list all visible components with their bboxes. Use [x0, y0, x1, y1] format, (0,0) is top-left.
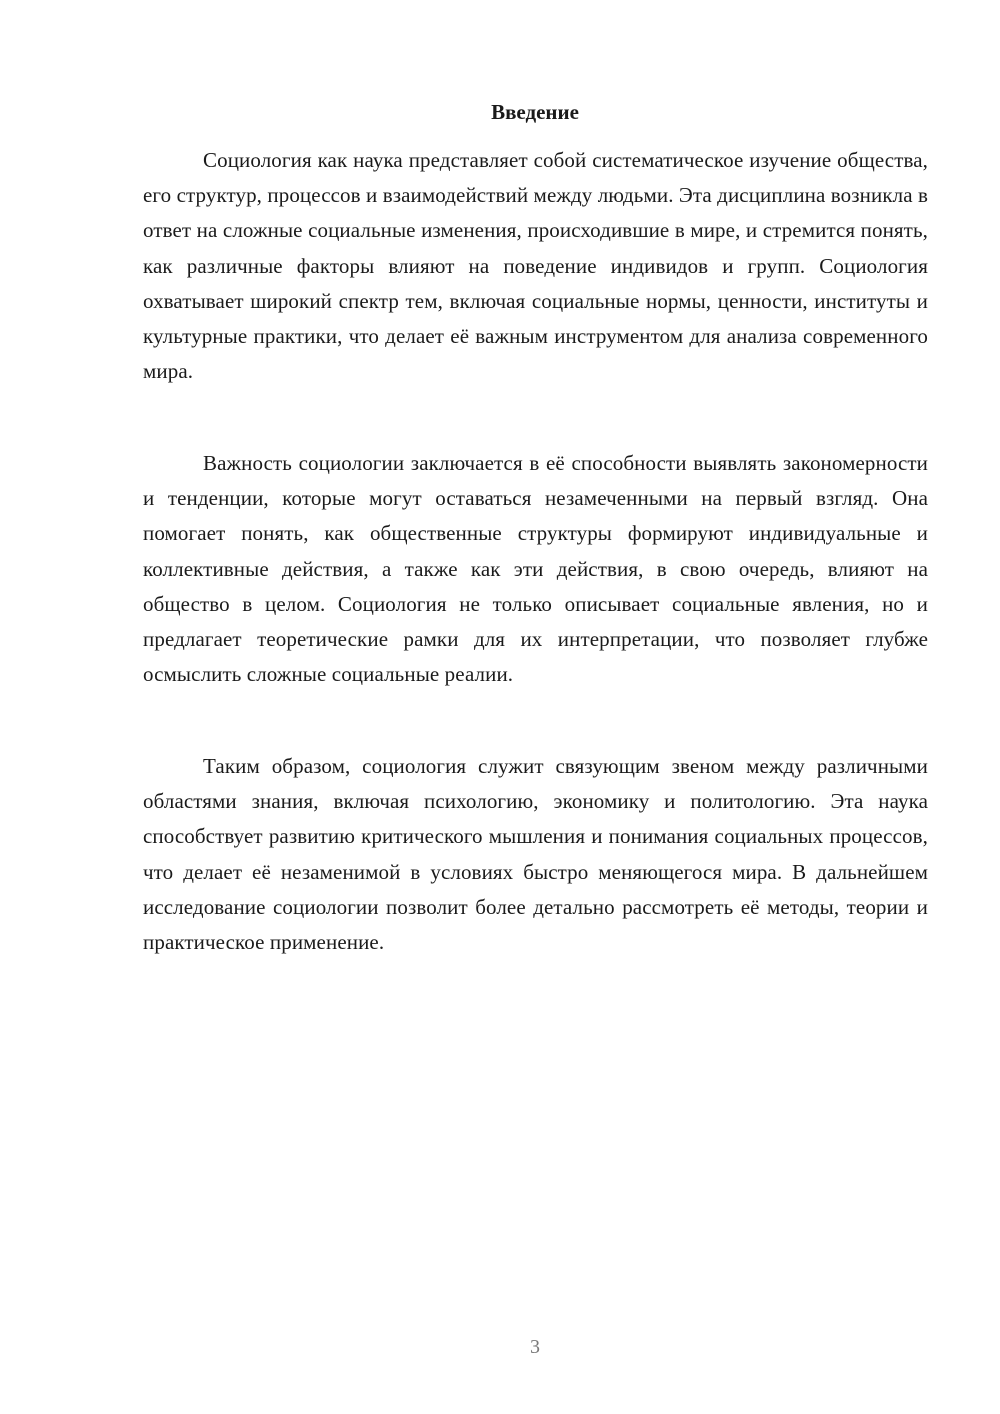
page-number: 3	[530, 1336, 540, 1358]
section-title: Введение	[491, 100, 579, 124]
paragraph-3: Таким образом, социология служит связующим звеном между различными областями знания, включая психологию, экономику и политологию. Эта наука способствует развитию критического мышления и понимания социальных процессов, что делает её незаменимой в условиях быстро меняющегося мира. В дальнейшем исследование социологии позволит более детально рассмотреть её методы, теории и практическое применение.	[143, 754, 928, 955]
paragraph-2: Важность социологии заключается в её способности выявлять закономерности и тенденции, которые могут оставаться незамеченными на первый взгляд. Она помогает понять, как общественные структуры формируют индивидуальные и коллективные действия, а также как эти действия, в свою очередь, влияют на общество в целом. Социология не только описывает социальные явления, но и предлагает теоретические рамки для их интерпретации, что позволяет глубже осмыслить сложные социальные реалии.	[143, 451, 928, 687]
paragraph-1: Социология как наука представляет собой систематическое изучение общества, его структур, процессов и взаимодействий между людьми. Эта дисциплина возникла в ответ на сложные социальные изменения, происходившие в мире, и стремится понять, как различные факторы влияют на поведение индивидов и групп. Социология охватывает широкий спектр тем, включая социальные нормы, ценности, институты и культурные практики, что делает её важным инструментом для анализа современного мира.	[143, 148, 928, 384]
